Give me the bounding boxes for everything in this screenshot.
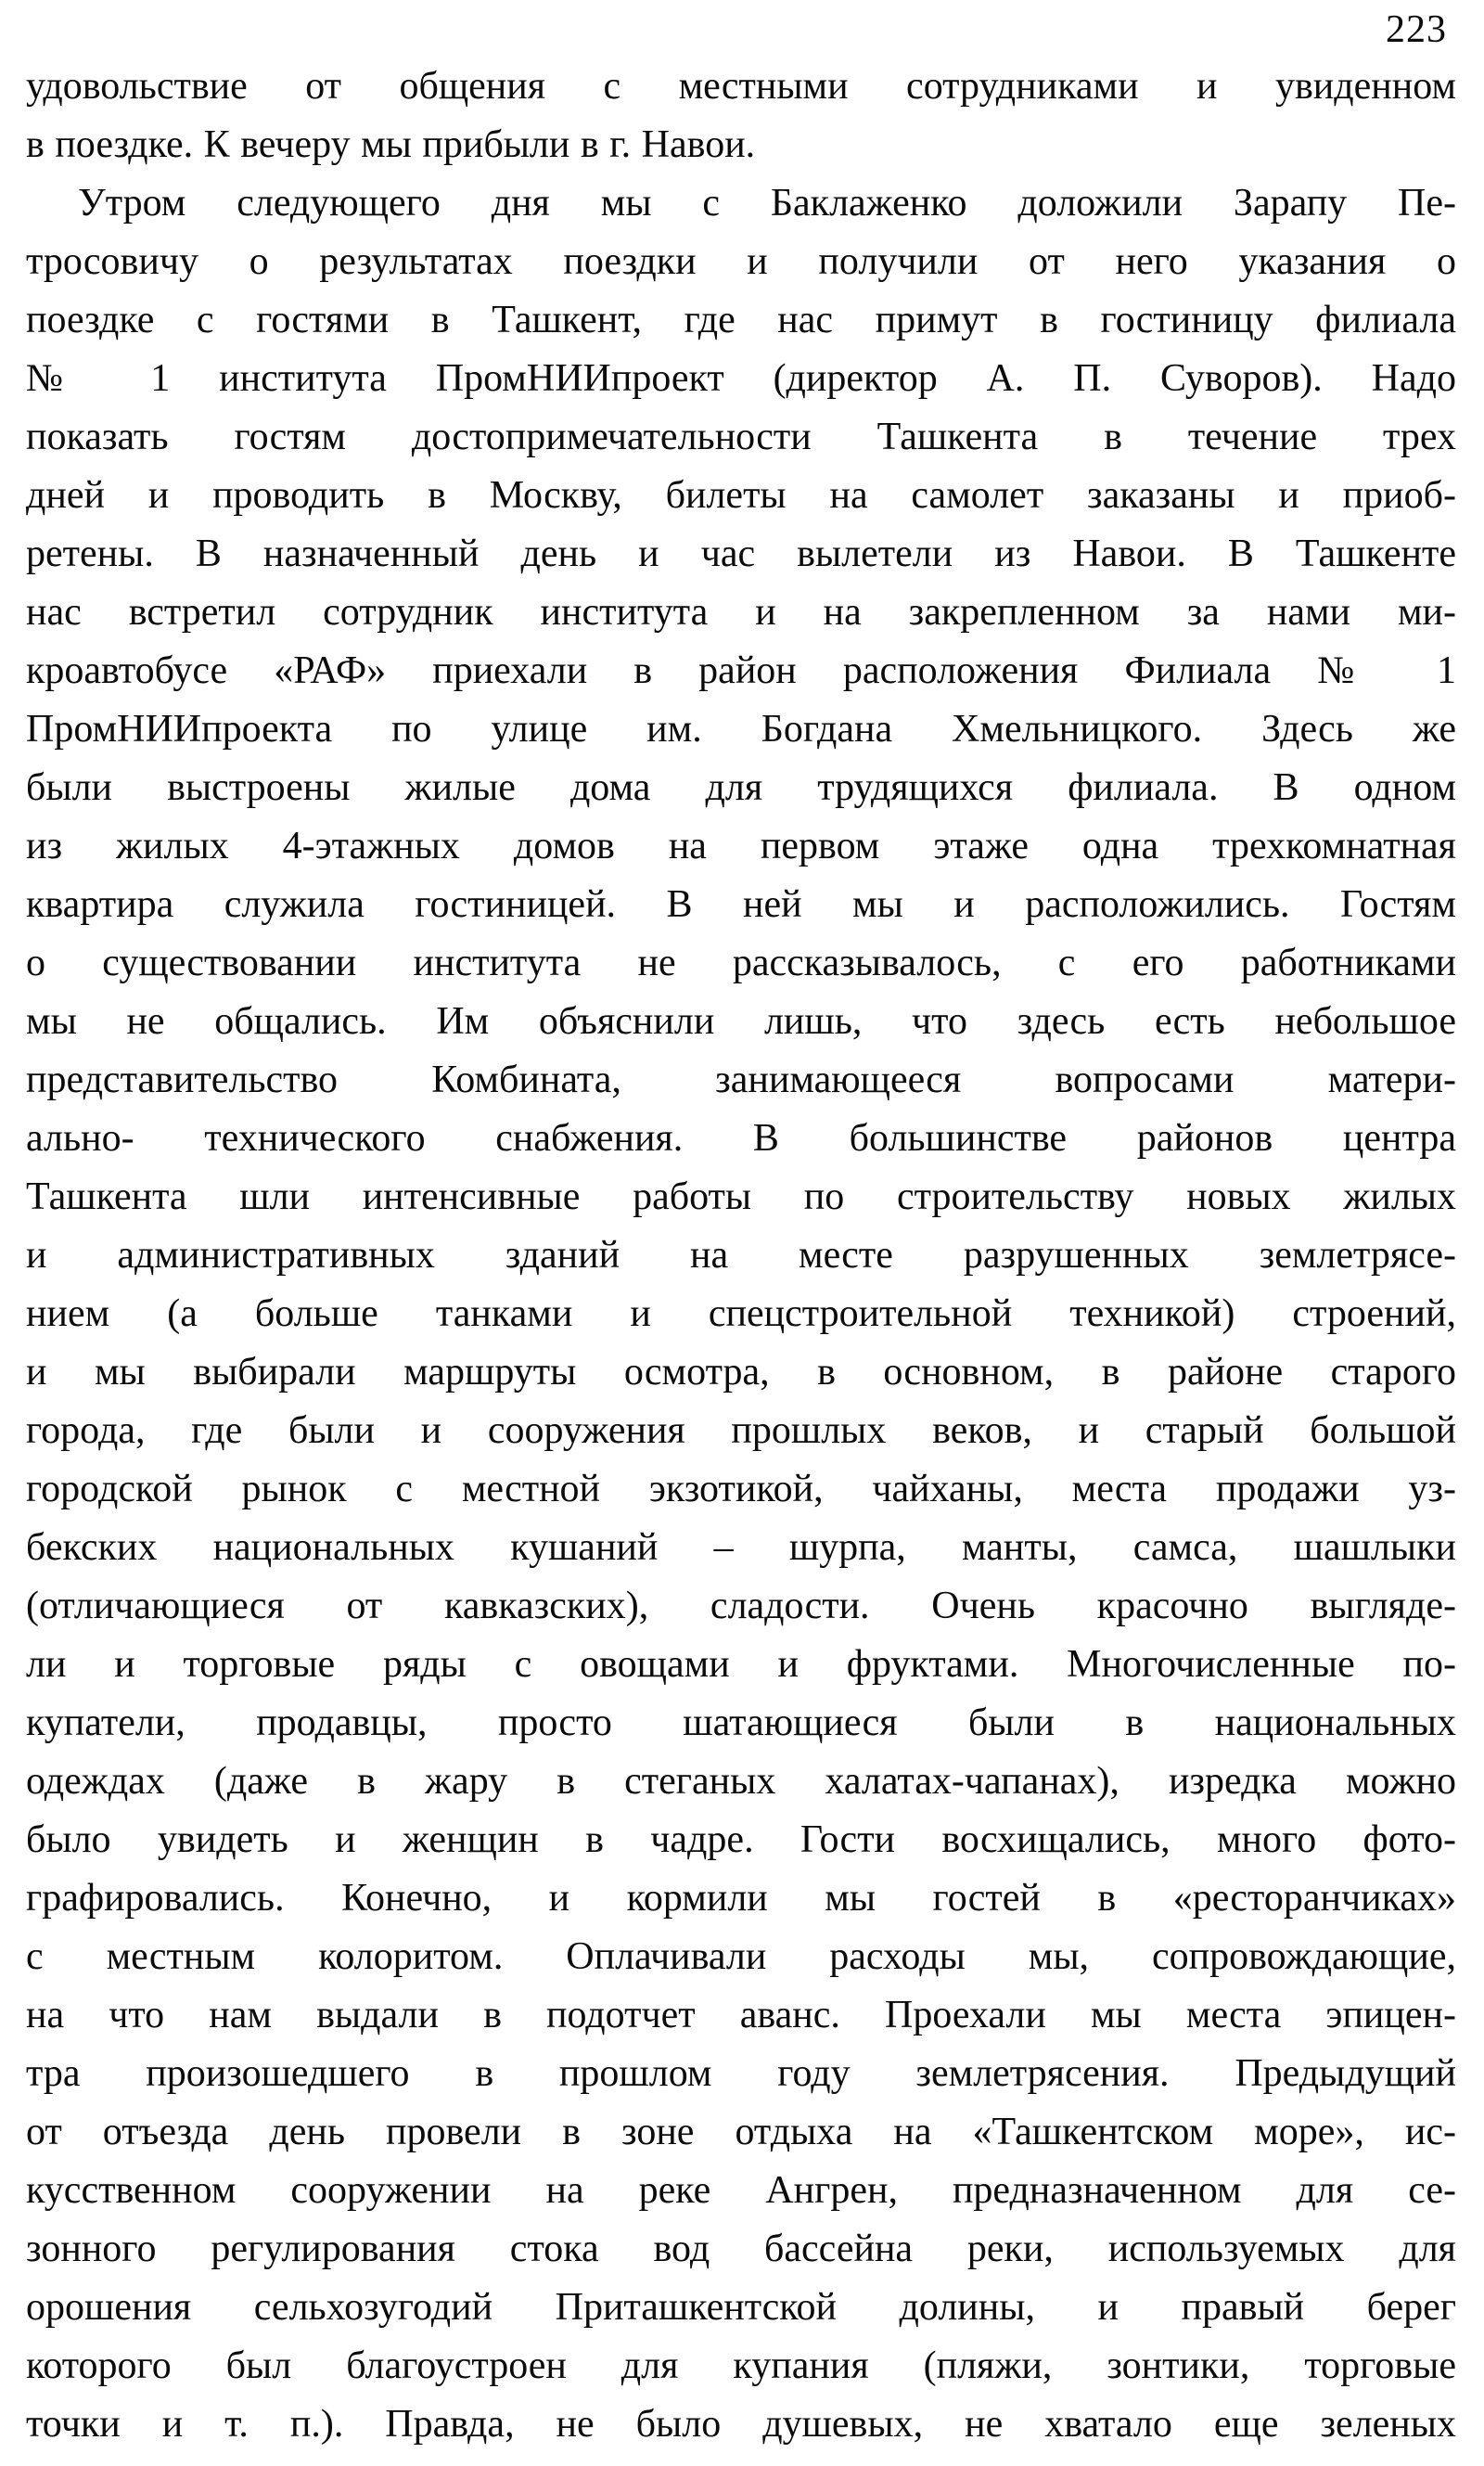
- text-line: зонного регулирования стока вод бассейна реки, используемых для: [26, 2228, 1456, 2270]
- text-line: городской рынок с местной экзотикой, чайханы, места продажи уз-: [26, 1468, 1456, 1510]
- text-line: которого был благоустроен для купания (пляжи, зонтики, торговые: [26, 2344, 1456, 2387]
- text-line: № 1 института ПромНИИпроект (директор А. П. Суворов). Надо: [26, 357, 1456, 400]
- text-line: (отличающиеся от кавказских), сладости. Очень красочно выгляде-: [26, 1585, 1456, 1627]
- text-line: о существовании института не рассказывалось, с его работниками: [26, 942, 1456, 984]
- text-line: ПромНИИпроекта по улице им. Богдана Хмельницкого. Здесь же: [26, 708, 1456, 751]
- page-number: 223: [1386, 8, 1447, 51]
- text-line: купатели, продавцы, просто шатающиеся были в национальных: [26, 1702, 1456, 1744]
- text-line: кроавтобусе «РАФ» приехали в район расположения Филиала № 1: [26, 649, 1456, 692]
- text-line: на что нам выдали в подотчет аванс. Проехали мы места эпицен-: [26, 1994, 1456, 2036]
- text-line: точки и т. п.). Правда, не было душевых, не хватало еще зеленых: [26, 2403, 1456, 2446]
- text-line: и административных зданий на месте разрушенных землетрясе-: [26, 1234, 1456, 1277]
- text-line: с местным колоритом. Оплачивали расходы мы, сопровождающие,: [26, 1935, 1456, 1978]
- text-line: Ташкента шли интенсивные работы по строительству новых жилых: [26, 1175, 1456, 1218]
- text-line: нием (а больше танками и спецстроительной техникой) строений,: [26, 1292, 1456, 1335]
- text-line: и мы выбирали маршруты осмотра, в основном, в районе старого: [26, 1351, 1456, 1394]
- text-line: показать гостям достопримечательности Ташкента в течение трех: [26, 416, 1456, 458]
- text-line: были выстроены жилые дома для трудящихся филиала. В одном: [26, 766, 1456, 809]
- text-line: удовольствие от общения с местными сотрудниками и увиденном: [26, 65, 1456, 108]
- text-line: Утром следующего дня мы с Баклаженко доложили Зарапу Пе-: [78, 182, 1456, 225]
- text-line: орошения сельхозугодий Приташкентской долины, и правый берег: [26, 2286, 1456, 2329]
- text-line: из жилых 4-этажных домов на первом этаже одна трехкомнатная: [26, 825, 1456, 867]
- text-line: в поездке. К вечеру мы прибыли в г. Навои.: [26, 123, 756, 166]
- text-line: одеждах (даже в жару в стеганых халатах-чапанах), изредка можно: [26, 1760, 1456, 1803]
- text-line: дней и проводить в Москву, билеты на самолет заказаны и приоб-: [26, 474, 1456, 517]
- page-text: [26, 58, 1456, 2454]
- text-line: бекских национальных кушаний – шурпа, манты, самса, шашлыки: [26, 1526, 1456, 1569]
- text-line: тросовичу о результатах поездки и получили от него указания о: [26, 240, 1456, 283]
- text-line: мы не общались. Им объяснили лишь, что здесь есть небольшое: [26, 1000, 1456, 1043]
- text-line: представительство Комбината, занимающееся вопросами матери-: [26, 1059, 1456, 1101]
- text-line: поездке с гостями в Ташкент, где нас примут в гостиницу филиала: [26, 299, 1456, 341]
- text-line: графировались. Конечно, и кормили мы гостей в «ресторанчиках»: [26, 1877, 1456, 1920]
- text-line: кусственном сооружении на реке Ангрен, предназначенном для се-: [26, 2169, 1456, 2212]
- text-line: от отъезда день провели в зоне отдыха на «Ташкентском море», ис-: [26, 2111, 1456, 2153]
- text-line: было увидеть и женщин в чадре. Гости восхищались, много фото-: [26, 1818, 1456, 1861]
- text-line: ально- технического снабжения. В большинстве районов центра: [26, 1117, 1456, 1160]
- text-line: ретены. В назначенный день и час вылетели из Навои. В Ташкенте: [26, 533, 1456, 575]
- text-line: города, где были и сооружения прошлых веков, и старый большой: [26, 1409, 1456, 1452]
- text-line: квартира служила гостиницей. В ней мы и расположились. Гостям: [26, 883, 1456, 926]
- text-line: тра произошедшего в прошлом году землетрясения. Предыдущий: [26, 2052, 1456, 2095]
- text-line: ли и торговые ряды с овощами и фруктами. Многочисленные по-: [26, 1643, 1456, 1686]
- text-line: нас встретил сотрудник института и на закрепленном за нами ми-: [26, 591, 1456, 634]
